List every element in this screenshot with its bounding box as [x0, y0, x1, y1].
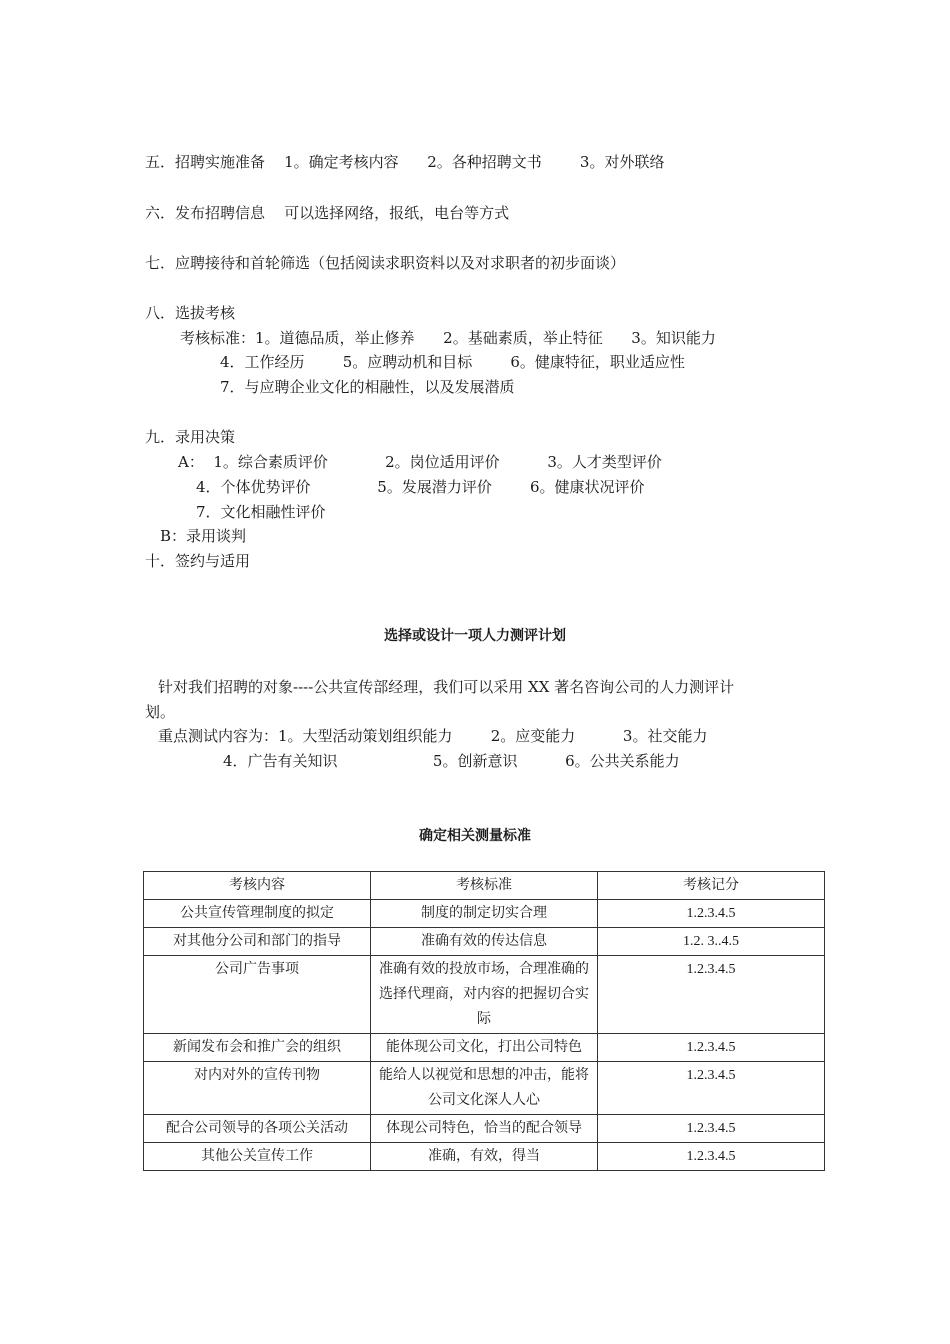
cell-score: 1.2.3.4.5 — [598, 1062, 825, 1115]
criteria-table — [143, 871, 825, 1171]
table-header-row — [144, 872, 825, 900]
cell-content: 其他公关宣传工作 — [144, 1143, 371, 1171]
cell-score: 1.2.3.4.5 — [598, 900, 825, 928]
cell-content: 新闻发布会和推广会的组织 — [144, 1034, 371, 1062]
cell-content: 公司广告事项 — [144, 956, 371, 1034]
section-6: 六．发布招聘信息 可以选择网络，报纸，电台等方式 — [145, 204, 510, 222]
header-score: 考核记分 — [598, 872, 825, 900]
cell-standard: 准确，有效，得当 — [371, 1143, 598, 1171]
cell-standard: 能体现公司文化，打出公司特色 — [371, 1034, 598, 1062]
cell-score: 1.2.3.4.5 — [598, 1034, 825, 1062]
criteria-title: 确定相关测量标准 — [419, 828, 531, 844]
section-9-a-line-1: A： 1。综合素质评价 2。岗位适用评价 3。人才类型评价 — [178, 453, 662, 471]
table-row — [144, 1062, 825, 1115]
plan-title: 选择或设计一项人力测评计划 — [384, 628, 566, 644]
section-8-line-1: 考核标准：1。道德品质，举止修养 2。基础素质，举止特征 3。知识能力 — [180, 329, 716, 347]
table-row — [144, 928, 825, 956]
section-8-title: 八．选拔考核 — [145, 304, 236, 322]
cell-content: 公共宣传管理制度的拟定 — [144, 900, 371, 928]
section-9-a-line-2: 4．个体优势评价 5。发展潜力评价 6。健康状况评价 — [196, 478, 645, 496]
plan-paragraph-1: 针对我们招聘的对象----公共宣传部经理，我们可以采用 XX 著名咨询公司的人力测评计 — [158, 678, 735, 696]
section-10: 十．签约与适用 — [145, 552, 251, 570]
section-9-a-line-3: 7．文化相融性评价 — [196, 503, 326, 521]
cell-content: 对内对外的宣传刊物 — [144, 1062, 371, 1115]
cell-content: 对其他分公司和部门的指导 — [144, 928, 371, 956]
section-9-b: B：录用谈判 — [160, 527, 247, 545]
table-row — [144, 1115, 825, 1143]
cell-standard: 体现公司特色，恰当的配合领导 — [371, 1115, 598, 1143]
cell-score: 1.2.3.4.5 — [598, 1115, 825, 1143]
table-row — [144, 956, 825, 1034]
cell-standard: 准确有效的投放市场，合理准确的选择代理商，对内容的把握切合实际 — [371, 956, 598, 1034]
cell-score: 1.2. 3..4.5 — [598, 928, 825, 956]
cell-standard: 制度的制定切实合理 — [371, 900, 598, 928]
cell-score: 1.2.3.4.5 — [598, 956, 825, 1034]
header-standard: 考核标准 — [371, 872, 598, 900]
section-7: 七．应聘接待和首轮筛选（包括阅读求职资料以及对求职者的初步面谈） — [145, 254, 626, 272]
plan-focus-line-1: 重点测试内容为：1。大型活动策划组织能力 2。应变能力 3。社交能力 — [158, 727, 708, 745]
table-row — [144, 1143, 825, 1171]
section-8-line-2: 4．工作经历 5。应聘动机和目标 6。健康特征，职业适应性 — [220, 353, 685, 371]
section-5: 五．招聘实施准备 1。确定考核内容 2。各种招聘文书 3。对外联络 — [145, 153, 665, 171]
table-row — [144, 900, 825, 928]
section-8-line-3: 7．与应聘企业文化的相融性，以及发展潜质 — [220, 378, 515, 396]
table-row — [144, 1034, 825, 1062]
cell-standard: 能给人以视觉和思想的冲击，能将公司文化深人人心 — [371, 1062, 598, 1115]
cell-score: 1.2.3.4.5 — [598, 1143, 825, 1171]
plan-paragraph-1-cont: 划。 — [145, 703, 176, 721]
cell-content: 配合公司领导的各项公关活动 — [144, 1115, 371, 1143]
cell-standard: 准确有效的传达信息 — [371, 928, 598, 956]
header-content: 考核内容 — [144, 872, 371, 900]
plan-focus-line-2: 4．广告有关知识 5。创新意识 6。公共关系能力 — [223, 752, 680, 770]
section-9-title: 九．录用决策 — [145, 428, 236, 446]
